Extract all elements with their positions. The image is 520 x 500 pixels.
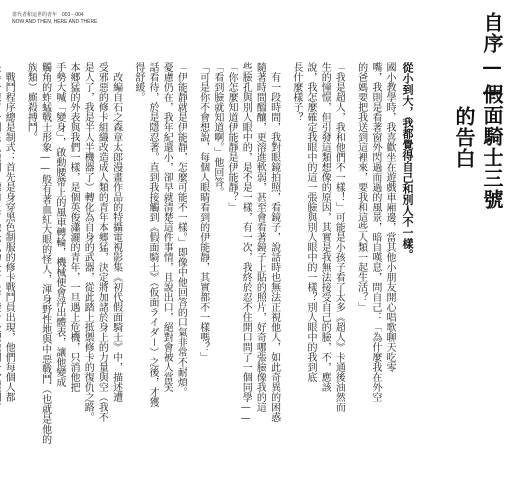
chapter-title-line-1: 自序—— <box>480 12 504 104</box>
opening-statement: 從小到大，我都覺得自己和別人不一樣。 <box>401 62 414 260</box>
text-column: 話看待，於是隱忍著。直到我接觸到《假面騎士》（仮面ライダー）之後，才獲 <box>147 62 158 407</box>
text-column: 手勢大喊「變身」，啟動腰帶上的風車轉輪，機械便會浮出體表，讓他變成 <box>53 62 65 387</box>
text-column: 生的憧憬，但引發這類想像的原因，其實是我無法接受自己的臉，不，應該 <box>319 62 331 392</box>
text-column: 「我是超人，我和他們不一樣！」可能是小孩子看了太多《超人》卡通後油然而 <box>333 62 345 412</box>
text-column: 戰鬥程序總是制式：首先是身穿黑色制服的修卡戰鬥員出現，他們每個人都 <box>3 72 15 402</box>
text-column: 受邪惡的修卡組織改造成人類的青年本郷猛，決定將加諸於身上的力量與空（我不 <box>96 62 108 422</box>
text-column: 有一段時間，我對眼鏡拍照，看鏡子，說話時也無法正視他人，如此奇異的困惑 <box>268 72 280 422</box>
text-column: 本郷猛的外表與我們一樣，是個英俊瀟灑的青年，一旦遇上危機，只消他把 <box>68 62 79 392</box>
text-column: 隨著時間醞釀，更溶進軟弱，甚至會看著鏡子上貼的照片，好奇哪張臉像我的這 <box>254 62 266 412</box>
text-column: 說，我怎麼確定我眼中的這一張臉與別人眼中的一樣？別人眼中的我到底 <box>305 62 316 382</box>
text-column: 「你怎麼知道伊能靜是伊能靜？」 <box>226 62 237 212</box>
text-column: 觸角的蚱蜢戰士形象——般有著血紅大眼的怪人，渾身野性地與中惡戰鬥（也就是他的 <box>39 62 51 444</box>
text-column: 「伊能靜就是伊能靜，怎麼可能不一樣。」即像中他回答的口氣非常不耐煩。 <box>175 62 187 397</box>
chapter-title-line-2: 假面騎士三號 <box>480 84 504 210</box>
text-column: 的爸媽要把我送到這裡來，要我和這些人類一起生活？」 <box>355 62 367 312</box>
chapter-title-line-3: 的告白 <box>452 106 476 169</box>
text-column: 是人了，我是半人半機器了）轉化為自身的武器，從此踏上抵禦修卡的復仇之路。 <box>82 62 94 422</box>
text-column: 些臉孔與別人眼中的，是不是一樣，有一次，我終於忍不住開口問了一個同學—— <box>240 62 252 424</box>
text-column: 憂慮仍在，我年紀還小，卻早就清楚這件事情，且說出口，絕對會被人當笑 <box>161 62 173 392</box>
text-column <box>0 62 1 482</box>
text-column: 「可是你不會想說，每個人眼睛看到的伊能靜，其實都不一樣嗎？」 <box>197 62 209 362</box>
running-header <box>12 12 97 26</box>
text-column: 嘴，我則是看著窗外閃過而過的風景，暗自嘆息，問自己：「為什麼我在外空 <box>369 62 381 402</box>
text-column: 族類）廝殺搏鬥。 <box>25 62 37 142</box>
header-english: NOW AND THEN, HERE AND THERE <box>12 19 98 25</box>
text-column: 國小教學時，我喜歡坐在遊戲車廂邊，當其他小朋友開心唱歌聊天吃零 <box>384 62 395 372</box>
text-column: 長什麼樣子？ <box>290 62 302 122</box>
header-chinese: 當代者和這世的青年 003－004 <box>12 12 84 18</box>
text-column: 得舒緩。 <box>132 62 144 102</box>
text-column: 「看到臉就知道啊。」他回答。 <box>211 62 223 197</box>
text-column: 改編自石之森章太郎漫畫作品的特攝電視影集《初代假面騎士》中，描述遭 <box>110 72 122 402</box>
